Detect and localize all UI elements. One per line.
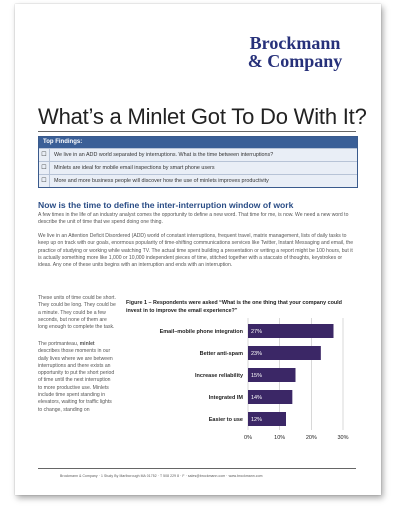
bar-value-label: 15%	[251, 373, 263, 379]
bar-value-label: 12%	[251, 417, 263, 423]
paragraph-add-world: We live in an Attention Deficit Disordered (ADD) world of constant interruptions, frequent travel, matrix management, lists of daily tasks to keep up on track with our goals, enormous popularity of time-shifting communications services like Twitter, Instant Messaging and email, the practice of studying or working while watching TV. The actual time spent building a presentation or writing a report might be 100 hours, but it is actually something more like 1,000 or 10,000 independent pieces of time, stitched together with a staccato of thoughts, keystrokes or ideas. Any one of these units begins with an interruption and ends with an interruption.	[38, 233, 354, 269]
x-tick-label: 30%	[337, 435, 349, 441]
x-tick-label: 20%	[305, 435, 317, 441]
x-tick-label: 0%	[244, 435, 252, 441]
checkbox-icon: ☐	[39, 175, 50, 187]
side-paragraph-units: These units of time could be short. They could be long. They could be a minute. They could be a few seconds, but none of them are long enough to complete the task.	[38, 295, 116, 331]
bar-value-label: 23%	[251, 351, 263, 357]
category-label: Easier to use	[208, 417, 243, 423]
finding-item	[39, 174, 357, 187]
category-label: Better anti-spam	[199, 351, 243, 357]
top-findings-box	[38, 136, 358, 188]
finding-text: Minlets are ideal for mobile email inspections by smart phone users	[54, 165, 215, 171]
finding-item	[39, 161, 357, 174]
minlet-term: minlet	[79, 341, 95, 347]
x-tick-label: 10%	[274, 435, 286, 441]
checkbox-icon: ☐	[39, 149, 50, 161]
category-label: Integrated IM	[208, 395, 243, 401]
logo-line-1: Brockmann	[249, 33, 341, 53]
finding-text: We live in an ADD world separated by interruptions. What is the time between interruptions?	[54, 152, 274, 158]
footer-divider	[38, 468, 356, 469]
section-heading: Now is the time to define the inter-interruption window of work	[38, 200, 294, 210]
title-divider	[38, 131, 356, 132]
finding-item	[39, 148, 357, 161]
finding-text: More and more business people will discover how the use of minlets improves productivity	[54, 178, 269, 184]
checkbox-icon: ☐	[39, 162, 50, 174]
figure-caption: Figure 1 – Respondents were asked “What is the one thing that your company could invest in to improve the email experience?”	[126, 300, 342, 314]
bar-chart	[121, 316, 353, 444]
paragraph-intro: A few times in the life of an industry analyst comes the opportunity to define a new word. That time for me, is now. We need a new word to describe the unit of time that we spend doing one thing.	[38, 212, 349, 226]
category-label: Increase reliability	[195, 373, 243, 379]
page-title: What’s a Minlet Got To Do With It?	[38, 104, 367, 129]
company-logo	[243, 34, 347, 70]
top-findings-header: Top Findings:	[39, 137, 357, 148]
bar-value-label: 27%	[251, 329, 263, 335]
document-page	[15, 4, 381, 495]
side-paragraph-minlet-start: The portmanteau,	[38, 341, 80, 347]
footer-text: Brockmann & Company · 1 Study By Marlborough MA 01752 · T 508 229 8 · F · sales@brockmann.com · www.brockmann.com	[60, 474, 263, 478]
side-paragraph-minlet-rest: describes those moments in our daily lives where we are between interruptions and there exists an opportunity to put the short period of time until the next interruption to more productive use. Minlets include time spent standing in elevators, waiting for traffic lights to change, standing on	[38, 348, 115, 413]
side-paragraph-minlet	[38, 341, 116, 414]
logo-line-2: & Company	[247, 51, 343, 71]
bar-value-label: 14%	[251, 395, 263, 401]
category-label: Email–mobile phone integration	[159, 329, 243, 335]
